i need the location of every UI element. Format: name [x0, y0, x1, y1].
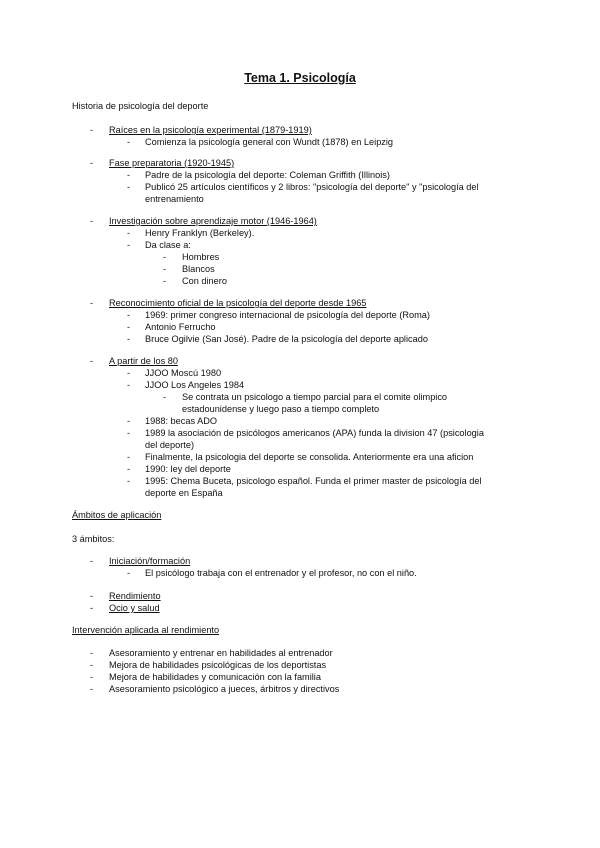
bullet-dash: - [127, 452, 131, 462]
bullet-dash: - [127, 334, 131, 344]
bullet-dash: - [127, 170, 131, 180]
bullet-dash: - [90, 648, 94, 658]
list-item: Asesoramiento y entrenar en habilidades al entrenador [109, 648, 333, 658]
list-item-continuation: del deporte) [145, 440, 195, 450]
bullet-dash: - [127, 368, 131, 378]
list-item: 1988: becas ADO [145, 416, 218, 426]
ambito-item: Ocio y salud [109, 603, 160, 613]
bullet-dash: - [163, 276, 167, 286]
bullet-dash: - [90, 356, 94, 366]
sub-list-item: Se contrata un psicologo a tiempo parcial para el comite olimpico [182, 392, 448, 402]
list-item: Antonio Ferrucho [145, 322, 216, 332]
ambitos-heading: Ámbitos de aplicación [72, 510, 162, 520]
bullet-dash: - [90, 125, 94, 135]
list-item-continuation: entrenamiento [145, 194, 204, 204]
section-heading-4: Reconocimiento oficial de la psicología del deporte desde 1965 [109, 298, 367, 308]
bullet-dash: - [90, 591, 94, 601]
bullet-dash: - [127, 428, 131, 438]
list-item: 1995: Chema Buceta, psicologo español. Funda el primer master de psicología del [145, 476, 482, 486]
list-item: Publicó 25 artículos científicos y 2 libros: "psicología del deporte" y "psicología del [145, 182, 479, 192]
list-item: JJOO Los Angeles 1984 [145, 380, 245, 390]
section-heading-5: A partir de los 80 [109, 356, 178, 366]
list-item: Da clase a: [145, 240, 191, 250]
ambitos-count: 3 ámbitos: [72, 534, 115, 544]
list-item: 1990: ley del deporte [145, 464, 231, 474]
bullet-dash: - [90, 298, 94, 308]
list-item: JJOO Moscú 1980 [145, 368, 222, 378]
list-item: Finalmente, la psicologia del deporte se consolida. Anteriormente era una aficion [145, 452, 474, 462]
sub-list-item-continuation: estadounidense y luego paso a tiempo completo [182, 404, 380, 414]
bullet-dash: - [127, 228, 131, 238]
intervencion-heading: Intervención aplicada al rendimiento [72, 625, 220, 635]
bullet-dash: - [90, 603, 94, 613]
bullet-dash: - [163, 392, 167, 402]
page-title: Tema 1. Psicología [244, 71, 356, 85]
list-item: Mejora de habilidades psicológicas de los deportistas [109, 660, 327, 670]
history-heading: Historia de psicología del deporte [72, 101, 209, 111]
bullet-dash: - [90, 660, 94, 670]
list-item: 1969: primer congreso internacional de psicología del deporte (Roma) [145, 310, 430, 320]
list-item: Bruce Ogilvie (San José). Padre de la psicología del deporte aplicado [145, 334, 428, 344]
ambito-item: Iniciación/formación [109, 556, 191, 566]
section-heading-3: Investigación sobre aprendizaje motor (1946-1964) [109, 216, 317, 226]
bullet-dash: - [127, 182, 131, 192]
bullet-dash: - [90, 672, 94, 682]
sub-list-item: Hombres [182, 252, 220, 262]
list-item: 1989 la asociación de psicólogos americanos (APA) funda la division 47 (psicologia [145, 428, 484, 438]
list-item-continuation: deporte en España [145, 488, 223, 498]
list-item: Comienza la psicología general con Wundt (1878) en Leipzig [145, 137, 394, 147]
list-item: Henry Franklyn (Berkeley). [145, 228, 255, 238]
ambito-item: Rendimiento [109, 591, 161, 601]
section-heading-1: Raíces en la psicología experimental (1879-1919) [109, 125, 312, 135]
bullet-dash: - [163, 264, 167, 274]
bullet-dash: - [127, 476, 131, 486]
bullet-dash: - [127, 568, 131, 578]
bullet-dash: - [127, 240, 131, 250]
section-heading-2: Fase preparatoria (1920-1945) [109, 158, 235, 168]
sub-list-item: Con dinero [182, 276, 227, 286]
bullet-dash: - [127, 322, 131, 332]
list-item: El psicólogo trabaja con el entrenador y el profesor, no con el niño. [145, 568, 417, 578]
bullet-dash: - [127, 310, 131, 320]
sub-list-item: Blancos [182, 264, 215, 274]
bullet-dash: - [127, 464, 131, 474]
bullet-dash: - [90, 216, 94, 226]
bullet-dash: - [90, 556, 94, 566]
bullet-dash: - [127, 137, 131, 147]
bullet-dash: - [127, 416, 131, 426]
bullet-dash: - [90, 158, 94, 168]
list-item: Padre de la psicología del deporte: Coleman Griffith (Illinois) [145, 170, 390, 180]
bullet-dash: - [163, 252, 167, 262]
list-item: Asesoramiento psicológico a jueces, árbitros y directivos [109, 684, 340, 694]
bullet-dash: - [90, 684, 94, 694]
list-item: Mejora de habilidades y comunicación con la familia [109, 672, 321, 682]
bullet-dash: - [127, 380, 131, 390]
